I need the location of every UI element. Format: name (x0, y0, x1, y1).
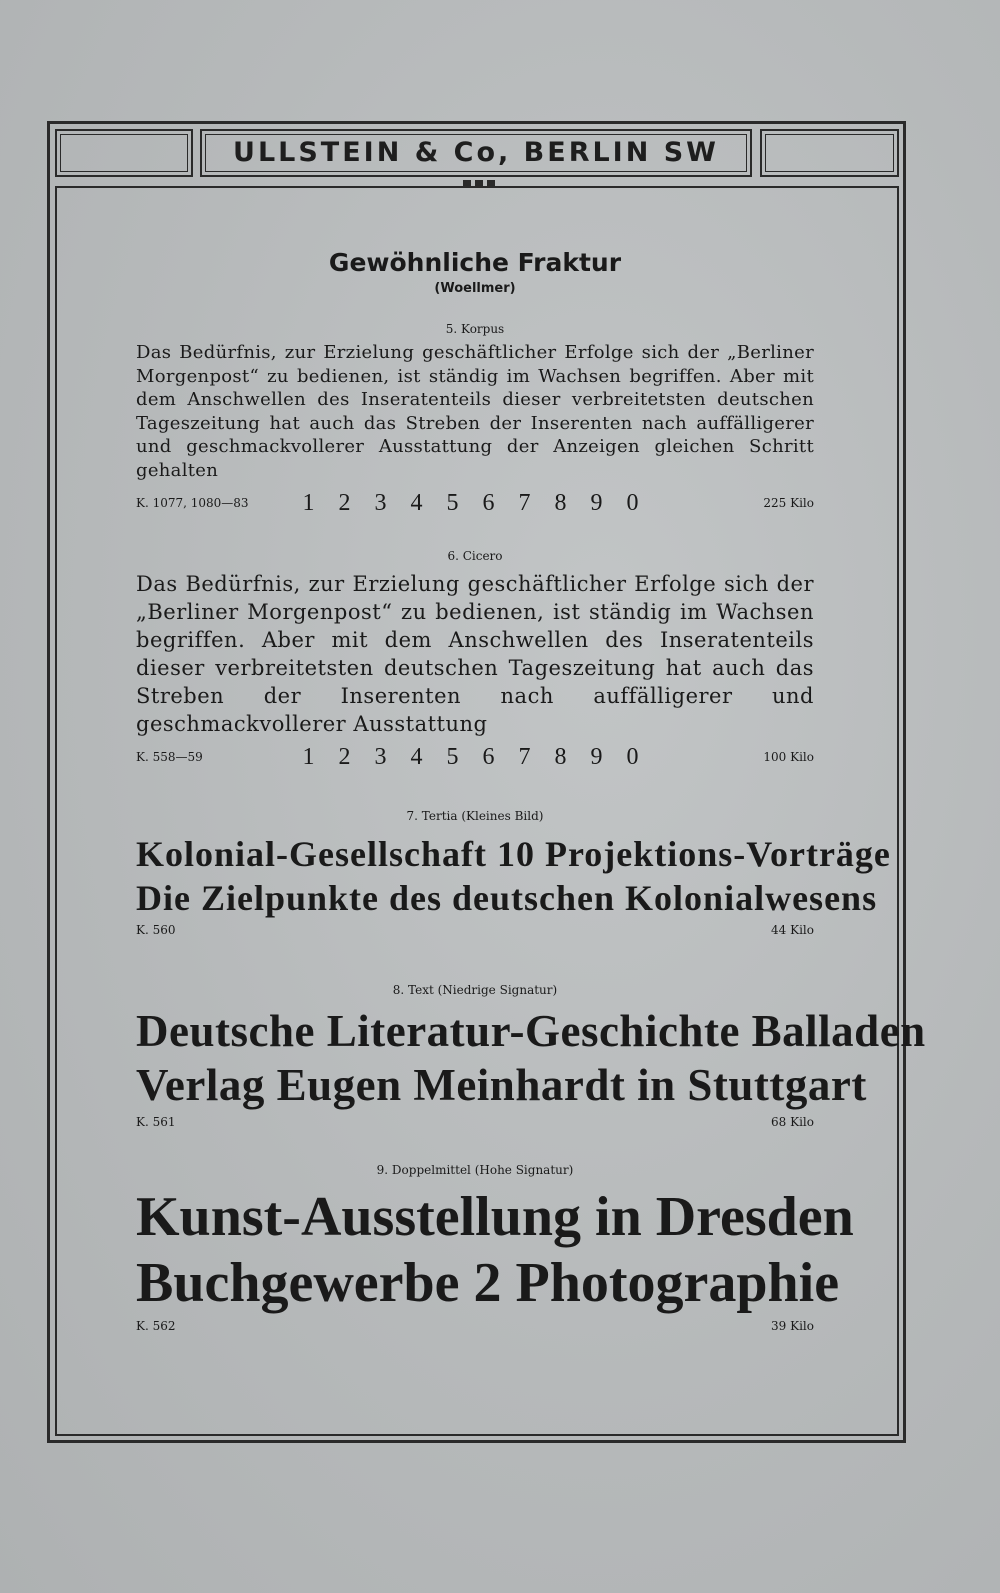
ref-cicero: K. 558—59 (136, 750, 203, 764)
meta-row-cicero (136, 742, 814, 772)
ornament-square (463, 180, 471, 188)
page-subtitle: (Woellmer) (434, 281, 516, 296)
sample-line-doppelmittel-1: Kunst-Ausstellung in Dresden (136, 1186, 854, 1248)
ref-text: K. 561 (136, 1115, 176, 1129)
sample-line-text-1: Deutsche Literatur-Geschichte Balladen (136, 1006, 926, 1056)
page-title: Gewöhnliche Fraktur (328, 248, 622, 277)
weight-korpus: 225 Kilo (763, 496, 814, 510)
weight-tertia: 44 Kilo (771, 923, 814, 937)
sample-line-doppelmittel-2: Buchgewerbe 2 Photographie (136, 1252, 840, 1314)
header-box-left (55, 129, 193, 177)
header-ornament (455, 180, 503, 188)
section-label-text: 8. Text (Niedrige Signatur) (392, 983, 558, 997)
weight-text: 68 Kilo (771, 1115, 814, 1129)
sample-line-tertia-1: Kolonial-Gesellschaft 10 Projektions-Vorträge (136, 834, 891, 874)
weight-doppelmittel: 39 Kilo (771, 1319, 814, 1333)
header-box-right (760, 129, 899, 177)
ornament-square (475, 180, 483, 188)
section-label-cicero: 6. Cicero (447, 549, 503, 563)
meta-row-text (136, 1112, 814, 1132)
header-title: ULLSTEIN & Co, BERLIN SW (233, 137, 719, 168)
ornament-square (487, 180, 495, 188)
weight-cicero: 100 Kilo (763, 750, 814, 764)
section-label-tertia: 7. Tertia (Kleines Bild) (406, 809, 544, 823)
ref-korpus: K. 1077, 1080—83 (136, 496, 249, 510)
sample-text-cicero: Das Bedürfnis, zur Erzielung geschäftlicher Erfolge sich der „Berliner Morgenpost“ zu bedienen, ist ständig im Wachsen begriffen. Aber mit dem Anschwellen des Inseratenteils dieser verbreitetsten deutschen Tageszeitung hat auch das Streben der Inserenten nach auffälligerer und geschmackvollerer Ausstattung (136, 572, 814, 736)
sample-line-text-2: Verlag Eugen Meinhardt in Stuttgart (136, 1060, 867, 1110)
section-label-korpus: 5. Korpus (445, 322, 505, 336)
meta-row-korpus (136, 488, 814, 518)
sample-line-tertia-2: Die Zielpunkte des deutschen Kolonialwesens (136, 878, 878, 918)
ref-doppelmittel: K. 562 (136, 1319, 176, 1333)
specimen-content (136, 230, 926, 1336)
ref-tertia: K. 560 (136, 923, 176, 937)
numerals-korpus: 1 2 3 4 5 6 7 8 9 0 (302, 490, 648, 516)
numerals-cicero: 1 2 3 4 5 6 7 8 9 0 (302, 744, 648, 770)
sample-text-korpus: Das Bedürfnis, zur Erzielung geschäftlicher Erfolge sich der „Berliner Morgenpost“ zu bedienen, ist ständig im Wachsen begriffen. Aber mit dem Anschwellen des Inseratenteils dieser verbreitetsten deutschen Tageszeitung hat auch das Streben der Inserenten nach auffälligerer und geschmackvollerer Ausstattung der Anzeigen gleichen Schritt gehalten (136, 342, 814, 481)
meta-row-tertia (136, 920, 814, 940)
meta-row-doppelmittel (136, 1316, 814, 1336)
section-label-doppelmittel: 9. Doppelmittel (Hohe Signatur) (376, 1163, 574, 1177)
